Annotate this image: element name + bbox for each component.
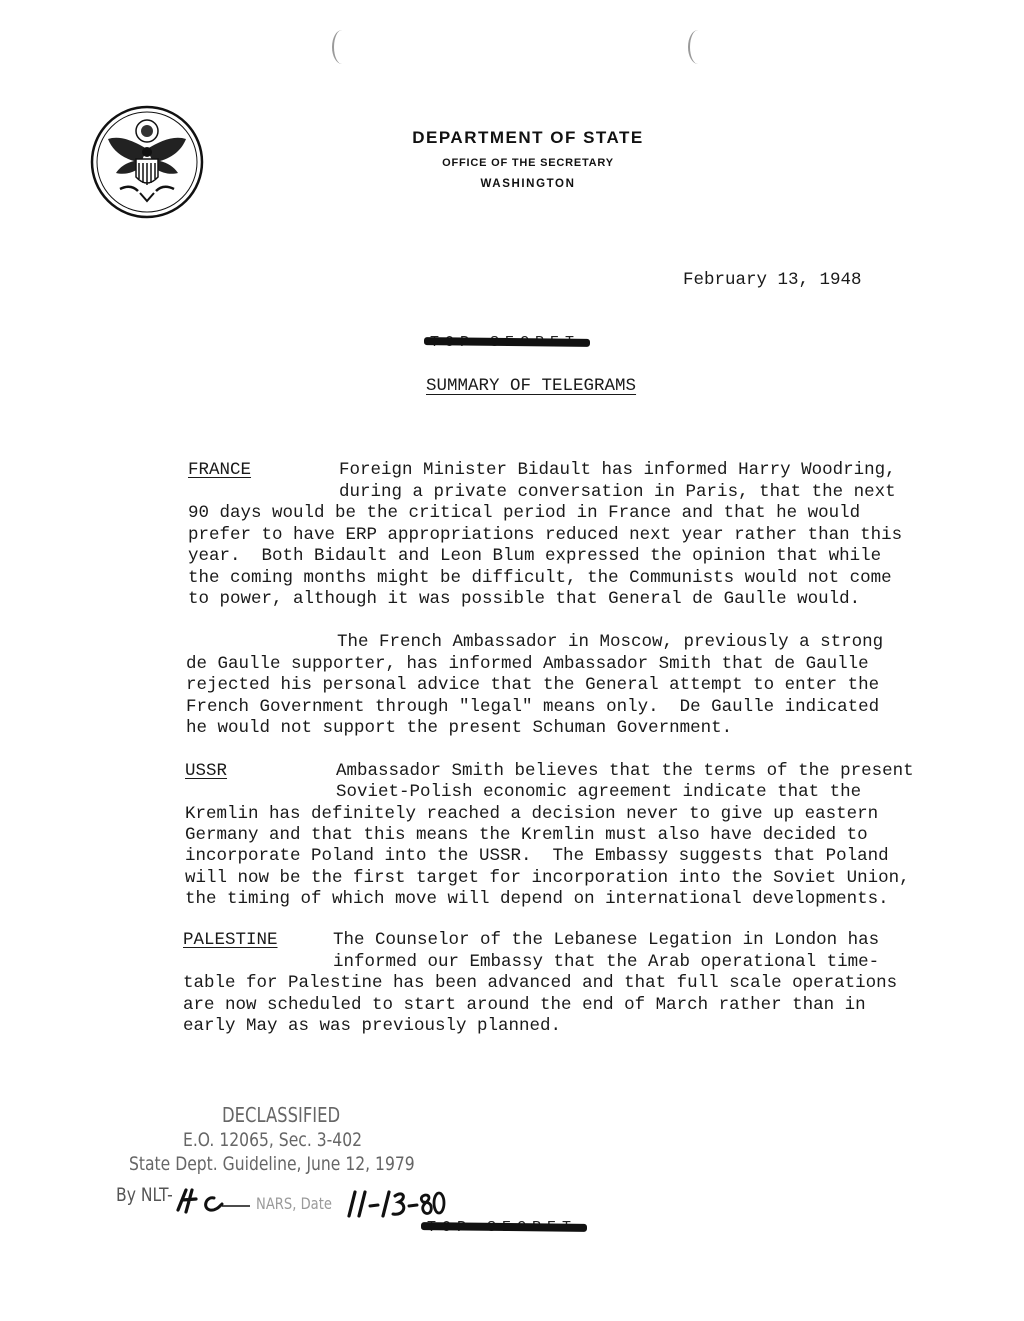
ussr-line-5: incorporate Poland into the USSR. The Embassy suggests that Poland (185, 846, 889, 866)
punch-hole-right (688, 30, 708, 64)
france-line-4: prefer to have ERP appropriations reduced next year rather than this (188, 525, 903, 545)
document-title: SUMMARY OF TELEGRAMS (426, 376, 637, 396)
france-line-3: 90 days would be the critical period in France and that he would (188, 503, 861, 523)
palestine-line-4: are now scheduled to start around the end of March rather than in (183, 995, 866, 1015)
france-line-2: during a private conversation in Paris, that the next (339, 482, 896, 502)
france-line-7: to power, although it was possible that General de Gaulle would. (188, 589, 861, 609)
classification-marking-bottom (427, 1219, 577, 1236)
document-date: February 13, 1948 (683, 270, 862, 290)
ussr-line-2: Soviet-Polish economic agreement indicate that the (336, 782, 862, 802)
palestine-line-2: informed our Embassy that the Arab operational time- (333, 952, 880, 972)
ussr-line-4: Germany and that this means the Kremlin must also have decided to (185, 825, 868, 845)
handwritten-date (343, 1188, 447, 1220)
declassified-stamp-line-2: E.O. 12065, Sec. 3-402 (183, 1129, 363, 1151)
section-label-france: FRANCE (188, 460, 252, 480)
france-p2-line-4: French Government through "legal" means only. De Gaulle indicated (186, 697, 880, 717)
letterhead (400, 128, 656, 190)
declassified-stamp-by: By NLT- (116, 1184, 173, 1206)
section-label-ussr: USSR (185, 761, 228, 781)
ussr-line-7: the timing of which move will depend on international developments. (185, 889, 889, 909)
france-p2-line-1: The French Ambassador in Moscow, previously a strong (337, 632, 884, 652)
section-label-palestine: PALESTINE (183, 930, 278, 950)
france-p2-line-3: rejected his personal advice that the General attempt to enter the (186, 675, 880, 695)
ussr-line-3: Kremlin has definitely reached a decision never to give up eastern (185, 804, 879, 824)
department-seal-icon (90, 105, 204, 219)
department-name: DEPARTMENT OF STATE (412, 128, 644, 147)
city-name: WASHINGTON (480, 178, 576, 190)
france-p2-line-5: he would not support the present Schuman Government. (186, 718, 733, 738)
declassified-stamp-line-1: DECLASSIFIED (222, 1103, 341, 1127)
office-name: OFFICE OF THE SECRETARY (442, 157, 614, 169)
ussr-line-6: will now be the first target for incorporation into the Soviet Union, (185, 868, 910, 888)
declassified-stamp-nars: NARS, Date (256, 1194, 332, 1213)
palestine-line-5: early May as was previously planned. (183, 1016, 562, 1036)
france-line-1: Foreign Minister Bidault has informed Harry Woodring, (339, 460, 896, 480)
classification-marking-top (430, 334, 580, 351)
france-line-6: the coming months might be difficult, the Communists would not come (188, 568, 892, 588)
palestine-line-3: table for Palestine has been advanced and that full scale operations (183, 973, 898, 993)
france-line-5: year. Both Bidault and Leon Blum expressed the opinion that while (188, 546, 882, 566)
declassified-stamp-line-3: State Dept. Guideline, June 12, 1979 (129, 1153, 415, 1175)
palestine-line-1: The Counselor of the Lebanese Legation in London has (333, 930, 880, 950)
handwritten-initials-signature (172, 1186, 252, 1216)
france-p2-line-2: de Gaulle supporter, has informed Ambassador Smith that de Gaulle (186, 654, 869, 674)
punch-hole-left (332, 30, 352, 64)
ussr-line-1: Ambassador Smith believes that the terms of the present (336, 761, 914, 781)
